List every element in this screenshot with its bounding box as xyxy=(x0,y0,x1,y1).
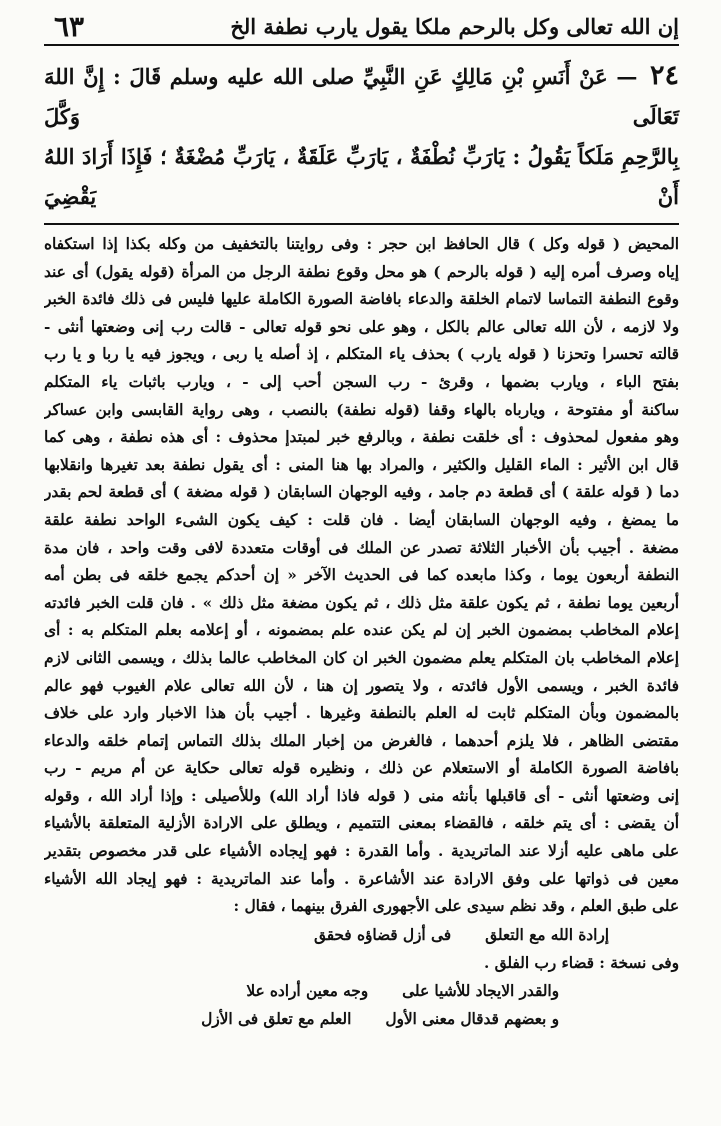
verse-3 xyxy=(44,1005,679,1033)
verse-3-second-half: العلم مع تعلق فى الأزل xyxy=(201,1009,352,1028)
commentary-line: فائدة الخبر ، ويسمى الأول فائدته ، ولا يتصور إن هنا ، لأن الله تعالى علام الغيوب فهو عالم xyxy=(44,676,679,695)
hadith-text xyxy=(44,56,679,217)
commentary-line: ساكنة أو مفتوحة ، ويارباه بالهاء وقفا (قوله نطفة) بالنصب ، وهى رواية القابسى وابن عساكر xyxy=(44,400,679,419)
commentary-line: مضغة . أجيب بأن الأخبار الثلاثة تصدر عن الملك فى أوقات متعددة لافى وقت واحد ، فان مدة xyxy=(44,538,679,557)
commentary-line: بافاضة الصورة الكاملة أو الاستعلام عن ذلك ، ونظيره قوله تعالى حكاية عن أم مريم - رب xyxy=(44,759,679,778)
hadith-line-2: بِالرَّحِمِ مَلَكاً يَقُولُ : يَارَبِّ نُطْفَةٌ ، يَارَبِّ عَلَقَةٌ ، يَارَبِّ مُضْغَةٌ ؛ فَإِذَا أَرَادَ اللهُ أَنْ يَقْضِيَ xyxy=(44,144,679,209)
commentary-line: وقوع النطفة التماسا لاتمام الخلقة والدعاء بافاضة الصورة الكاملة عليها فليس فى ذلك فائدة الخبر xyxy=(44,290,679,309)
verse-2 xyxy=(44,977,679,1005)
commentary-line: أربعين يوما نطفة ، ثم يكون علقة مثل ذلك ، ثم يكون مضغة مثل ذلك » . فان قلت الخبر فائدته xyxy=(44,593,679,612)
page-header xyxy=(44,8,679,46)
verse-1 xyxy=(44,921,679,949)
page-number: ٦٣ xyxy=(54,9,85,43)
running-title: إن الله تعالى وكل بالرحم ملكا يقول يارب نطفة الخ xyxy=(230,13,679,39)
commentary-line: أن يقضى : أى يتم خلقه ، فالقضاء بمعنى التتميم ، ويطلق على الارادة الأزلية المتعلقة بالأشياء xyxy=(44,814,679,833)
variant-note: وفى نسخة : قضاء رب الفلق . xyxy=(483,953,679,972)
commentary-line: بالمضمون وبأن المتكلم ثابت له العلم بالنطفة وغيرها . أجيب بأن هذا الاخبار وارد على خلاف xyxy=(44,704,679,723)
commentary-line: بفتح الباء ، ويارب بضمها ، وقرئ - رب السجن أحب إلى - ، ويارب باثبات ياء المتكلم xyxy=(44,372,679,391)
commentary-line: دما ( قوله علقة ) أى قطعة دم جامد ، وفيه الوجهان السابقان ( قوله مضغة ) أى قطعة لحم بقدر xyxy=(44,483,679,502)
section-divider xyxy=(44,223,679,225)
commentary-line: مقتضى الظاهر ، فلا يلزم أحدهما ، فالغرض من إخبار الملك بذلك التماس إتمام خلقه والدعاء xyxy=(44,731,679,750)
commentary-line: معين فى ذواتها على وفق الارادة عند الأشاعرة . وأما عند الماتريدية : فهو إيجاد الله الأشياء xyxy=(44,869,679,888)
commentary-block xyxy=(44,231,679,921)
hadith-number: ٢٤ xyxy=(650,60,680,91)
commentary-line: إعلام المخاطب بان المتكلم يعلم مضمون الخبر ان كان المخاطب عالما بذلك ، ويسمى الثانى لازم xyxy=(44,648,679,667)
verse-3-first-half: و بعضهم قدقال معنى الأول xyxy=(385,1009,559,1028)
commentary-line: ولا لازمه ، لأن الله تعالى عالم بالكل ، وهو على نحو قوله تعالى - قالت رب إنى وضعتها أنثى - xyxy=(44,317,679,336)
verse-2-second-half: وجه معين أراده علا xyxy=(246,981,369,1000)
commentary-line: على ماهى عليه أزلا عند الماتريدية . وأما القدرة : فهو إيجاده الأشياء على قدر مخصوص بتقدير xyxy=(44,842,679,861)
commentary-line: النطفة أربعون يوما ، وكذا مابعده كما فى الحديث الآخر « إن أحدكم يجمع خلقه فى بطن أمه xyxy=(44,566,679,585)
hadith-line-1-text: — عَنْ أَنَسِ بْنِ مَالِكٍ عَنِ النَّبِيِّ صلى الله عليه وسلم قَالَ : إِنَّ اللهَ تَعَالَى وَكَّلَ xyxy=(44,64,679,129)
commentary-line: وهو مفعول لمحذوف : أى خلقت نطفة ، وبالرفع خبر لمبتدإ محذوف : أى هذه نطفة ، وهى كما xyxy=(44,428,679,447)
poem-block xyxy=(44,921,679,1033)
verse-2-first-half: والقدر الايجاد للأشيا على xyxy=(402,981,559,1000)
commentary-line: قال ابن الأثير : الماء القليل والكثير ، والمراد بها هنا المنى : أى يقول نطفة بعد تغيرها وانقلابها xyxy=(44,455,679,474)
commentary-line: إنى وضعتها أنثى - أى قاقبلها بأنثه منى ( قوله فاذا أراد الله) وللأصيلى : وإذا أراد الله ، وقوله xyxy=(44,786,679,805)
commentary-line: على طبق العلم ، وقد نظم سيدى على الأجهورى الفرق بينهما ، فقال : xyxy=(233,897,679,916)
commentary-line: إياه وصرف أمره إليه ( قوله بالرحم ) هو محل وقوع نطفة الرجل من المرأة (قوله يقول) أى عند xyxy=(44,262,679,281)
commentary-line: المحيض ( قوله وكل ) قال الحافظ ابن حجر : وفى روايتنا بالتخفيف من وكله بكذا إذا استكفاه xyxy=(44,235,679,253)
hadith-line-1 xyxy=(44,56,679,137)
commentary-line: إعلام المخاطب بمضمون الخبر إن لم يكن عنده علم بمضمونه ، أو إعلامه بعلم المتكلم به : أى xyxy=(44,621,679,640)
commentary-line: قالته تحسرا وتحزنا ( قوله يارب ) بحذف ياء المتكلم ، إذ أصله يا ربى ، ويجوز فيه يا ربا و يا رب xyxy=(44,345,679,364)
commentary-line: ما يمضغ ، وفيه الوجهان السابقان أيضا . فان قلت : كيف يكون الشىء الواحد نطفة علقة xyxy=(44,510,679,529)
verse-1-first-half: إرادة الله مع التعلق xyxy=(485,925,609,944)
verse-1-second-half: فى أزل قضاؤه فحقق xyxy=(313,925,452,944)
